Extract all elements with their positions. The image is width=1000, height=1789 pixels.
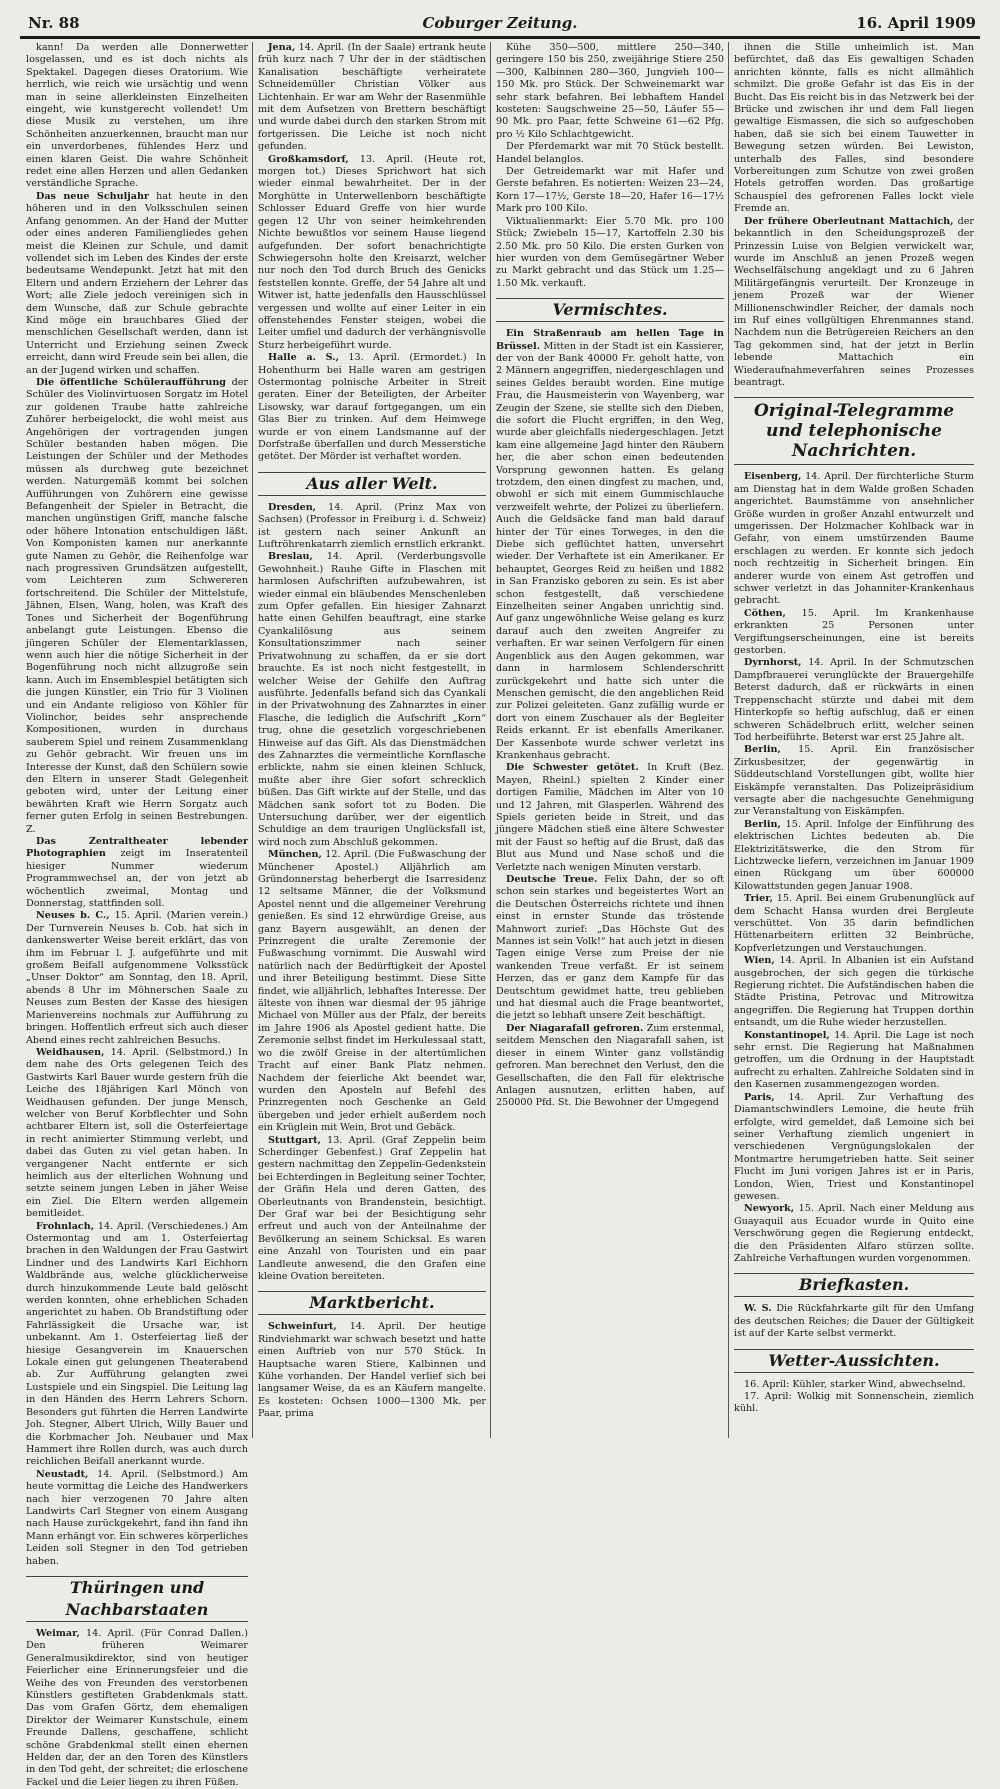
article-body: 14. April. (Selbstmord.) Am heute vormittag die Leiche des Handwerkers nach hier verzogenen 70 Jahre alten Landwirts Carl Stegner von einem Ausgang nach Hause zurückgekehrt, fand ihn fand ihn Mann erhängt vor. Ein schweres körperliches Leiden soll Stegner in den Tod getrieben haben. xyxy=(26,1468,248,1567)
newspaper-title: Coburger Zeitung. xyxy=(422,14,578,32)
article-body: 15. April. Ein französischer Zirkusbesitzer, der gegenwärtig in Süddeutschland Vorstellungen gibt, wollte hier Eiskämpfe veranstalten. Das Polizeipräsidium versagte aber die nachgesuchte Genehmigung zur Veranstaltung von Eiskämpfen. xyxy=(734,744,974,818)
article-brief xyxy=(734,1303,974,1340)
article-headline: Das Zentraltheater lebender Photographien xyxy=(26,836,248,860)
article-halle xyxy=(258,352,486,464)
article-headline: Die öffentliche Schüleraufführung xyxy=(36,376,227,388)
article-headline: Der Niagarafall gefroren. xyxy=(506,1022,644,1034)
section-heading-marktbericht: Marktbericht. xyxy=(258,1291,486,1315)
article-frohnlach xyxy=(26,1221,248,1469)
column-2 xyxy=(258,42,486,1438)
article-konstantinopel xyxy=(734,1030,974,1092)
article-grosskamsdorf xyxy=(258,154,486,353)
article-body: 14. April. In der Schmutzschen Dampfbrauerei verunglückte der Brauergehilfe Beterst dadurch, daß er rückwärts in einen Treppenschacht stürzte und dabei mit dem Hinterkopfe so heftig aufschlug, daß er einen schweren Schädelbruch erlitt, welcher seinen Tod herbeiführte. Beterst war erst 25 Jahre alt. xyxy=(734,657,974,743)
page-number: Nr. 88 xyxy=(28,14,80,32)
article-dateline: Breslau, xyxy=(268,551,313,563)
article-strassenraub xyxy=(496,328,724,762)
column-4 xyxy=(734,42,974,1438)
article-dresden xyxy=(258,502,486,552)
article-berlin-2 xyxy=(734,819,974,893)
article-body: 14. April. (Verschiedenes.) Am Ostermontag und am 1. Osterfeiertag brachen in den Waldungen der Frau Gastwirt Lindner und des Landwirts Karl Eichhorn Waldbrände aus, welche glücklicherweise durch hinzukommende Leute bald gelöscht werden konnten, ohne erheblichen Schaden angerichtet zu haben. Ob Brandstiftung oder Fahrlässigkeit die Ursache war, ist unbekannt. Am 1. Osterfeiertag ließ der hiesige Gesangverein im Knauerschen Lokale einen gut gelungenen Theaterabend ab. Zur Aufführung gelangten zwei Lustspiele und ein Singspiel. Die Leitung lag in den Händen des Herrn Lehrers Schorn. Besonders gut führten die Herren Landwirte Joh. Stegner, Albert Ulrich, Willy Bauer und die Korbmacher Joh. Neubauer und Max Hammert ihre Rollen durch, was auch durch reichlichen Beifall anerkannt wurde. xyxy=(26,1220,248,1468)
article-wien xyxy=(734,955,974,1029)
article-muenchen xyxy=(258,849,486,1134)
article-berlin-1 xyxy=(734,744,974,818)
masthead xyxy=(20,14,980,39)
article-body: Die Rückfahrkarte gilt für den Umfang des deutschen Reiches; die Dauer der Gültigkeit ist auf der Karte selbst vermerkt. xyxy=(734,1303,974,1340)
article-body: 13. April. (Heute rot, morgen tot.) Dieses Sprichwort hat sich wieder einmal bewahrheitet. Der in der Morghütte in Unterwellenborn beschäftigte Schlosser Eduard Greffe von hier wurde gegen 12 Uhr von seiner heimkehrenden Nichte bewußtlos vor seinem Hause liegend aufgefunden. Der sofort benachrichtigte Schwiegersohn holte den Kreisarzt, welcher nur noch den Tod durch Bruch des Genicks feststellen konnte. Greffe, der 54 Jahre alt und Witwer ist, hatte jedenfalls den Hausschlüssel vergessen und wollte auf einer Leiter in ein offenstehendes Fenster steigen, wobei die Leiter umfiel und dadurch der verhängnisvolle Sturz herbeigeführt wurde. xyxy=(258,153,486,351)
article-body: zeigt im Inseratenteil hiesiger Nummer wiederum Programmwechsel an, der von jetzt ab wöchentlich zweimal, Montag und Donnerstag, stattfinden soll. xyxy=(26,848,248,910)
article-dateline: Großkamsdorf, xyxy=(268,153,349,165)
article-headline: Das neue Schuljahr xyxy=(36,190,149,202)
article-text: ihnen die Stille unheimlich ist. Man befürchtet, daß das Eis gewaltigen Schaden anrichten könnte, falls es nicht allmählich schmilzt. Die große Gefahr ist das Eis in der Bucht. Das Eis reicht bis in das Netzwerk bei der Brücke und zwischen ihr und dem Fall liegen gewaltige Eismassen, die sich so aufgeschoben haben, daß sie sich bei einem Tauwetter in Bewegung setzen würden. Bei Lewiston, unterhalb des Falles, sind besondere Vorbereitungen zum Schutze von zwei großen Hotels getroffen worden. Das großartige Schauspiel des gefrorenen Falles lockt viele Fremde an. xyxy=(734,42,974,215)
article-dateline: Weidhausen, xyxy=(36,1046,105,1058)
article-dateline: Paris, xyxy=(744,1091,775,1103)
article-dateline: Weimar, xyxy=(36,1627,80,1639)
article-dateline: Konstantinopel, xyxy=(744,1029,830,1041)
article-body: der Schüler des Violinvirtuosen Sorgatz im Hotel zur goldenen Traube hatte zahlreiche Zuhörer herbeigelockt, die wohl meist aus Angehörigen der vortragenden jungen Schüler bestanden haben mögen. Die Leistungen der Schüler und der Methodes müssen als durchweg gute bezeichnet werden. Naturgemäß kommt bei solchen Aufführungen von Zuhörern eine gewisse Befangenheit der Spieler in Betracht, die manchen ungünstigen Griff, manche falsche oder höhere Intonation entschuldigen läßt. Von Komponisten kamen nur anerkannte gute Namen zu Gehör, die Reihenfolge war nach progressiven Grundsätzen aufgestellt, vom Leichteren zum Schwereren fortschreitend. Die Schüler der Mittelstufe, Jähnen, Elsen, Wang, holen, was Kraft des Tones und Sicherheit der Bogenführung anbelangt gute Leistungen. Ebenso die jüngeren Schüler der Elementarklassen, wenn auch hier die nötige Sicherheit in der Bogenführung noch nicht allzugroße sein kann. Auch im Ensemblespiel betätigten sich die jungen Künstler, ein Trio für 3 Violinen und ein Andante religioso von Köhler für Violinchor, beides sehr ansprechende Kompositionen, wurden in durchaus sauberem Spiel und reinem Zusammenklang zu Gehör gebracht. Wir freuen uns im Interesse der Kunst, daß den Schülern sowie den Eltern in unserer Stadt Gelegenheit geboten wird, unter der Leitung einer bewährten Kraft wie Herrn Sorgatz auch ferner guten Erfolg in seinen Bestrebungen. xyxy=(26,376,248,823)
article-body: 15. April. Im Krankenhause erkrankten 25 Personen unter Vergiftungserscheinungen, eine ist bereits gestorben. xyxy=(734,607,974,657)
article-body: 14. April. (Für Conrad Dallen.) Den früheren Weimarer Generalmusikdirektor, sind von heutiger Feierlicher eine Erinnerungsfeier und die Weihe des von Freunden des verstorbenen Künstlers gestifteten Grabdenkmals statt. Das vom Grafen Görtz, dem ehemaligen Direktor der Weimarer Kunstschule, einem Freunde Dallens, geschaffene, schlicht schöne Grabdenkmal stellt einen ehernen Helden dar, der an den Toren des Künstlers in den Tod geht, der schreitet; die erloschene Fackel und die Leier liegen zu ihren Füßen. xyxy=(26,1627,248,1788)
section-heading-briefkasten: Briefkasten. xyxy=(734,1273,974,1297)
article-zentraltheater xyxy=(26,836,248,910)
article-body: 15. April. Bei einem Grubenunglück auf dem Schacht Hansa wurden drei Bergleute verschüttet. Von 35 darin befindlichen Hüttenarbeitern erlitten 32 Beinbrüche, Kopfverletzungen und Verstauchungen. xyxy=(734,893,974,954)
article-breslau xyxy=(258,551,486,849)
article-dateline: Wien, xyxy=(744,955,775,967)
article-body: 13. April. (Ermordet.) In Hohenthurm bei Halle waren am gestrigen Ostermontag polnische Arbeiter in Streit geraten. Einer der Beteiligten, der Arbeiter Lisowsky, war darauf fortgegangen, um ein Glas Bier zu trinken. Auf dem Heimwege wurde er von einem Landsmanne auf der Dorfstraße überfallen und durch Messerstiche getötet. Der Mörder ist verhaftet worden. xyxy=(258,352,486,463)
article-weidhausen xyxy=(26,1047,248,1221)
column-1 xyxy=(26,42,249,1788)
article-body: 14. April. (In der Saale) ertrank heute früh kurz nach 7 Uhr der in der städtischen Kanalisation beschäftigte verheiratete Schneidemüller Christian Völker aus Lichtenhain. Er war am Wehr der Rasenmühle mit dem Aufsetzen von Brettern beschäftigt und wurde dabei durch den starken Strom mit fortgerissen. Die Leiche ist noch nicht gefunden. xyxy=(258,42,486,153)
article-dyrnhorst xyxy=(734,657,974,744)
article-body: Zum erstenmal, seitdem Menschen den Niagarafall sahen, ist dieser in einem Winter ganz vollständig gefroren. Man berechnet den Verlust, den die Gesellschaften, die den Fall für elektrische Anlagen ausnutzen, erlitten haben, auf 250000 Pfd. St. Die Bewohner der Umgegend xyxy=(496,1022,724,1109)
article-headline: Die Schwester getötet. xyxy=(506,762,639,774)
article-dateline: Dyrnhorst, xyxy=(744,657,802,669)
article-neustadt xyxy=(26,1469,248,1568)
article-weimar xyxy=(26,1628,248,1789)
article-body: 14. April. (Prinz Max von Sachsen) (Professor in Freiburg i. d. Schweiz) ist gestern nach seiner Ankunft an Luftröhrenkatarrh ziemlich ernstlich erkrankt. xyxy=(258,501,486,551)
article-neuses xyxy=(26,910,248,1046)
article-body: 14. April. Zur Verhaftung des Diamantschwindlers Lemoine, die heute früh erfolgte, wird gemeldet, daß Lemoine sich bei seiner Verhaftung ziemlich ungeniert in verschiedenen Vergnügungslokalen der Montmartre herumgetrieben hatte. Seit seiner Flucht im Juni vorigen Jahres ist er in Paris, London, Wien, Triest und Konstantinopel gewesen. xyxy=(734,1091,974,1202)
article-body: 14. April. (Selbstmord.) In dem nahe des Orts gelegenen Teich des Gastwirts Karl Bauer wurde gestern früh die Leiche des 18jährigen Karl Mönch von Weidhausen gefunden. Der junge Mensch, welcher von Beruf Korbflechter und Sohn achtbarer Eltern ist, soll die Osterfeiertage in recht animierter Stimmung verlebt, und dabei das Guten zu viel getan haben. In vergangener Nacht entfernte er sich heimlich aus der elterlichen Wohnung und setzte seinem jungen Leben in jäher Weise ein Ziel. Die Eltern werden allgemein bemitleidet. xyxy=(26,1046,248,1220)
article-body: 15. April. Nach einer Meldung aus Guayaquil aus Ecuador wurde in Quito eine Verschwörung gegen die Regierung entdeckt, die den Präsidenten Alfaro stürzen sollte. Zahlreiche Verhaftungen wurden vorgenommen. xyxy=(734,1203,974,1264)
article-body: der bekanntlich in den Scheidungsprozeß der Prinzessin Luise von Belgien verwickelt war, wurde im Anschluß an jenen Prozeß wegen Wechselfälschung angeklagt und zu 6 Jahren Militärgefängnis verurteilt. Der Kronzeuge in jenem Prozeß war der Wiener Millionenschwindler Reicher, der damals noch im Ruf eines vollgültigen Ehrenmannes stand. Nachdem nun die Betrügereien Reichers an den Tag gekommen sind, hat der jetzt in Berlin lebende Mattachich ein Wiederaufnahmeverfahren seines Prozesses beantragt. xyxy=(734,215,974,388)
column-3 xyxy=(496,42,724,1438)
article-dateline: Berlin, xyxy=(744,818,781,830)
article-treue xyxy=(496,874,724,1023)
article-dateline: Dresden, xyxy=(268,501,317,513)
article-body: 12. April. (Die Fußwaschung der Münchener Apostel.) Alljährlich am Gründonnerstag beherbergt die Isarresidenz 12 seltsame Männer, die der Volksmund Apostel nennt und die allgemeiner Verehrung genießen. Es sind 12 ehrwürdige Greise, aus ganz Bayern ausgewählt, an denen der Prinzregent die uralte Zeremonie der Fußwaschung vornimmt. Die Auswahl wird natürlich nach der Bedürftigkeit der Apostel und ihrer Beteiligung bestimmt. Diese Sitte findet, wie alljährlich, lebhaftes Interesse. Der älteste von ihnen war diesmal der 95 jährige Michael von Müller aus der Pfalz, der bereits im Jahre 1906 als Apostel gedient hatte. Die Zeremonie selbst findet im Herkulessaal statt, wo die zwölf Greise in der altertümlichen Tracht auf einer Bank Platz nehmen. Nachdem der feierliche Akt beendet war, wurden den Aposteln auf Befehl des Prinzregenten noch Geschenke an Geld übergeben und jeder erhielt außerdem noch ein Krüglein mit Wein, Brot und Gebäck. xyxy=(258,849,486,1134)
article-schweinfurt xyxy=(258,1321,486,1420)
article-newyork xyxy=(734,1203,974,1265)
article-markt-cont: Kühe 350—500, mittlere 250—340, geringere 150 bis 250, zweijährige Stiere 250—300, Kalbinnen 280—360, Jungvieh 100—150 Mk. pro Stück. Der Schweinemarkt war sehr stark befahren. Bei lebhaftem Handel kosteten: Saugschweine 25—50, Läufer 55—90 Mk. pro Paar, fette Schweine 61—62 Pfg. pro ½ Kilo Schlachtgewicht. xyxy=(496,42,724,140)
section-heading-vermischtes: Vermischtes. xyxy=(496,298,724,322)
article-body: In Kruft (Bez. Mayen, Rheinl.) spielten 2 Kinder einer dortigen Familie, Mädchen im Alter von 10 und 12 Jahren, mit Glasperlen. Während des Spiels gerieten beide in Streit, und das jüngere Mädchen stieß eine ältere Schwester mit der Faust so heftig auf die Brust, daß das Blut aus Mund und Nase schoß und die Verletzte nach wenigen Minuten verstarb. xyxy=(496,762,724,873)
section-heading-telegramme: Original-Telegramme und telephonische Nachrichten. xyxy=(734,397,974,465)
article-dateline: Schweinfurt, xyxy=(268,1321,337,1333)
article-body: Felix Dahn, der so oft schon sein starkes und begeistertes Wort an die Deutschen Österreichs richtete und ihnen einst in ernster Stunde das tröstende Mahnwort zurief: „Das Höchste Gut des Mannes ist sein Volk!“ hat auch jetzt in diesen Tagen einige Verse zum Preise der nie wankenden Treue verfaßt. Er ist seinem Herzen, das er ganz dem Kampfe für das Deutschtum gewidmet hatte, treu geblieben und hat diesmal auch die Frage beantwortet, die jetzt so lebhaft unsere Zeit beschäftigt. xyxy=(496,874,724,1022)
article-oberleutnant xyxy=(734,216,974,390)
section-heading-aus-aller-welt: Aus aller Welt. xyxy=(258,472,486,496)
section-heading-wetter: Wetter-Aussichten. xyxy=(734,1349,974,1373)
weather-17: 17. April: Wolkig mit Sonnenschein, ziemlich kühl. xyxy=(734,1391,974,1415)
article-dateline: Neuses b. C., xyxy=(36,910,110,922)
column-divider xyxy=(252,42,253,1438)
article-dateline: Berlin, xyxy=(744,744,781,756)
article-signature: Z. xyxy=(26,823,36,835)
article-dateline: Trier, xyxy=(744,893,773,905)
article-niagara xyxy=(496,1023,724,1110)
article-pferdemarkt: Der Pferdemarkt war mit 70 Stück bestellt. Handel belanglos. xyxy=(496,141,724,165)
column-divider xyxy=(728,42,729,1438)
article-trier xyxy=(734,893,974,955)
article-schwester xyxy=(496,762,724,874)
article-dateline: München, xyxy=(268,849,322,861)
article-body: 14. April. Der heutige Rindviehmarkt war schwach besetzt und hatte einen Auftrieb von nur 570 Stück. In Hauptsache waren Stiere, Kalbinnen und Kühe vorhanden. Der Handel verlief sich bei langsamer Weise, da es an Käufern mangelte. Es kosteten: Ochsen 1000—1300 Mk. per Paar, prima xyxy=(258,1321,486,1420)
article-body: 14. April. Die Lage ist noch sehr ernst. Die Regierung hat Maßnahmen getroffen, um die Ordnung in der Hauptstadt aufrecht zu erhalten. Zahlreiche Soldaten sind in den Kasernen zusammengezogen worden. xyxy=(734,1029,974,1091)
article-dateline: Cöthen, xyxy=(744,607,786,619)
article-schuljahr xyxy=(26,191,248,377)
article-auffuehrung xyxy=(26,377,248,836)
article-eisenberg xyxy=(734,471,974,607)
article-paris xyxy=(734,1092,974,1204)
article-headline: W. S. xyxy=(744,1303,772,1315)
article-body: 14. April. In Albanien ist ein Aufstand ausgebrochen, der sich gegen die türkische Regierung richtet. Die Aufständischen haben die Städte Pristina, Petrovac und Mitrowitza angegriffen. Die Regierung hat Truppen dorthin entsandt, um die Ruhe wieder herzustellen. xyxy=(734,955,974,1029)
weather-16: 16. April: Kühler, starker Wind, abwechselnd. xyxy=(744,1378,966,1390)
article-body: hat heute in den höheren und in den Volksschulen seinen Anfang genommen. An der Hand der Mutter oder eines anderen Familiengliedes gehen meist die Kleinen zur Schule, und damit vollendet sich im Leben des Kindes der erste bedeutsame Wendepunkt. Jetzt hat mit den Eltern und andern Erziehern der Lehrer das Wort; alle Ziele jedoch vereinigen sich in dem Wunsche, daß zur Schule gebrachte Kind möge ein brauchbares Glied der menschlichen Gesellschaft werden, dann ist Unterricht und Erziehung seinen Zweck erreicht, dann wird Freude sein bei allen, die an der Jugend wirken und schaffen. xyxy=(26,190,249,376)
article-dateline: Halle a. S., xyxy=(268,352,339,364)
column-divider xyxy=(490,42,491,1438)
article-date: 15. April. xyxy=(114,910,162,922)
article-headline: Ein Straßenraub am hellen Tage in Brüssel. xyxy=(496,328,724,352)
article-body: (Marien verein.) Der Turnverein Neuses b. Cob. hat sich in dankenswerter Weise bereit erklärt, das von ihm im Februar l. J. aufgeführte und mit großem Beifall aufgenommene Volksstück „Unser Doktor“ am Sonntag, den 18. April, abends 8 Uhr im Möhnerschen Saale zu Neuses zum Besten der Kasse des hiesigen Marienvereins nochmals zur Aufführung zu bringen. Hoffentlich erfreut sich auch dieser Abend eines recht zahlreichen Besuchs. xyxy=(26,910,248,1046)
article-dateline: Jena, xyxy=(268,42,296,53)
article-dateline: Newyork, xyxy=(744,1203,795,1215)
article-dateline: Stuttgart, xyxy=(268,1134,321,1146)
article-headline: Deutsche Treue. xyxy=(506,874,598,885)
section-heading-thueringen: Thüringen und Nachbarstaaten xyxy=(26,1576,248,1622)
article-stuttgart xyxy=(258,1135,486,1284)
article-body: 15. April. Infolge der Einführung des elektrischen Lichtes bedeuten ab. Die Elektrizitätswerke, die den Strom für Lichtzwecke liefern, verzeichnen im Januar 1909 einen Rückgang um über 600000 Kilowattstunden gegen Januar 1908. xyxy=(734,818,974,892)
article-body: 13. April. (Graf Zeppelin beim Scherdinger Gebenfest.) Graf Zeppelin hat gestern nachmittag den Zeppelin-Gedenkstein bei Echterdingen in Begleitung seiner Tochter, der Gräfin Hela und deren Gatten, des Oberleutnants von Brandenstein, besichtigt. Der Graf war bei der Besichtigung sehr erfreut und auch von der Anteilnahme der Bevölkerung an seinem Schicksal. Es waren eine Anzahl von Touristen und ein paar Landleute anwesend, die den Grafen eine kleine Ovation bereiteten. xyxy=(258,1134,486,1282)
article-coethen xyxy=(734,608,974,658)
article-body: 14. April. Der fürchterliche Sturm am Dienstag hat in dem Walde großen Schaden angerichtet. Baumstämme von ansehnlicher Größe wurden in großer Anzahl entwurzelt und umgerissen. Der Holzmacher Kohlback war in Gefahr, von einem umstürzenden Baume erschlagen zu werden. Er konnte sich jedoch noch rechtzeitig in Sicherheit bringen. Ein anderer wurde von einem Ast getroffen und schwer verletzt in das Johanniter-Krankenhaus gebracht. xyxy=(734,471,974,607)
article-body: 14. April. (Verderbungsvolle Gewohnheit.) Rauhe Gifte in Flaschen mit harmlosen Aufschriften aufzubewahren, ist wieder einmal ein bläubendes Menschenleben zum Opfer gefallen. Ein hiesiger Zahnarzt hatte einen Gehilfen beauftragt, eine starke Cyankalilösung aus seinem Konsultationszimmer nach seiner Privatwohnung zu schaffen, da er sie dort brauchte. Es ist noch nicht festgestellt, in welcher Weise der Gehilfe den Auftrag ausführte. Jedenfalls befand sich das Cyankali in der Privatwohnung des Zahnarztes in einer Flasche, die lediglich die Aufschrift „Korn“ trug, ohne die gesetzlich vorgeschriebenen Hinweise auf das Gift. Als das Dienstmädchen des Zahnarztes die vermeintliche Kornflasche erblickte, nahm sie einen kleinen Schluck, mußte aber ihre Gier sofort schrecklich büßen. Das Gift wirkte auf der Stelle, und das Mädchen sank sofort tot zu Boden. Die Untersuchung darüber, wer der eigentlich Schuldige an dem traurigen Unglücksfall ist, wird noch zum Abschluß gekommen. xyxy=(258,551,486,848)
article-dateline: Neustadt, xyxy=(36,1468,89,1480)
article-body: Mitten in der Stadt ist ein Kassierer, der von der Bank 40000 Fr. geholt hatte, von 2 Männern angegriffen, niedergeschlagen und seines Geldes beraubt worden. Eine mutige Frau, die Hausmeisterin von Wayenberg, war Zeugin der Szene, sie stellte sich den Dieben, die sofort die Flucht ergriffen, in den Weg, wurde aber gleichfalls niedergeschlagen. Jetzt kam eine allgemeine Jagd hinter den Räubern her, die aber schon einen bedeutenden Vorsprung gewonnen hatten. Es gelang trotzdem, den einen dingfest zu machen, und, obwohl er sich mit einem Gummischlauche verzweifelt wehrte, der Polizei zu überliefern. Auch die Geldsäcke fand man bald darauf hinter der Tür eines Torweges, in den die Diebe sich geflüchtet hatten, unversehrt wieder. Der Verhaftete ist ein Amerikaner. Er behauptet, Georges Reid zu heißen und 1882 in San Franzisko geboren zu sein. Es ist aber schon festgestellt, daß verschiedene Einzelheiten seiner Angaben unrichtig sind. Auf ganz ungewöhnliche Weise gelang es kurz darauf auch den zweiten Angreifer zu verhaften. Er war seinen Verfolgern für einen Augenblick aus den Augen gekommen, war dann in harmlosem Schlenderschritt zurückgekehrt und hatte sich unter die Menschen gemischt, die den angeblichen Reid zur Polizei geleiteten. Ganz zufällig wurde er dort von einem Zuschauer als der Begleiter Reids erkannt. Er ist ebenfalls Amerikaner. Der Kassenbote wurde schwer verletzt ins Krankenhaus gebracht. xyxy=(496,340,724,761)
article-dateline: Eisenberg, xyxy=(744,471,802,483)
issue-date: 16. April 1909 xyxy=(856,14,976,32)
article-jena xyxy=(258,42,486,154)
article-headline: Der frühere Oberleutnant Mattachich, xyxy=(744,215,954,227)
article-text: kann! Da werden alle Donnerwetter losgelassen, und es ist doch nichts als Spektakel. Dagegen dieses Oratorium. Wie herrlich, wie reich wie ursächtig und wenn man in seine allerkleinsten Einzelheiten eingeht, wie kunstgerecht vollendet! Um diese Musik zu verstehen, um ihre Schönheiten anzuerkennen, braucht man nur ein unverdorbenes, fühlendes Herz und einen klaren Geist. Die wahre Schönheit redet eine allen Herzen und allen Gedanken verständliche Sprache. xyxy=(26,42,248,190)
article-getreidemarkt: Der Getreidemarkt war mit Hafer und Gerste befahren. Es notierten: Weizen 23—24, Korn 17—17½, Gerste 18—20, Hafer 16—17½ Mark pro 100 Kilo. xyxy=(496,166,724,215)
article-viktualienmarkt: Viktualienmarkt: Eier 5.70 Mk. pro 100 Stück; Zwiebeln 15—17, Kartoffeln 2.30 bis 2.50 Mk. pro 50 Kilo. Die ersten Gurken von hier wurden von dem Gemüsegärtner Weber zu Markt gebracht und das Stück um 1.25—1.50 Mk. verkauft. xyxy=(496,215,724,289)
article-dateline: Frohnlach, xyxy=(36,1220,95,1232)
